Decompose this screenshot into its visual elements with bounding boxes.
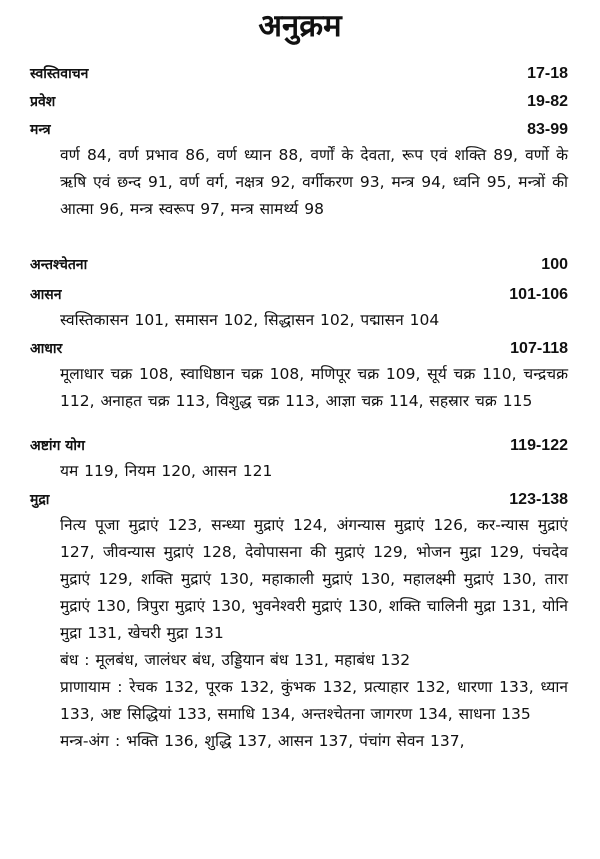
entry-body: यम 119, नियम 120, आसन 121	[60, 462, 273, 480]
entry-pages: 19-82	[527, 93, 568, 110]
toc-entry-mudra	[30, 488, 568, 755]
entry-pages: 107-118	[510, 340, 568, 357]
toc-entry-adhar	[30, 337, 568, 415]
entry-pages: 83-99	[527, 121, 568, 138]
entry-body: नित्य पूजा मुद्राएं 123, सन्ध्या मुद्राएं 124, अंगन्यास मुद्राएं 126, कर-न्यास मुद्राएं 127, जीवन्यास मुद्राएं 128, देवोपासना की मुद्राएं 129, भोजन मुद्रा 129, पंचदेव मुद्राएं 129, शक्ति मुद्राएं 130, महाकाली मुद्राएं 130, महालक्ष्मी मुद्राएं 130, तारा मुद्राएं 130, त्रिपुरा मुद्राएं 130, भुवनेश्वरी मुद्राएं 130, शक्ति चालिनी मुद्रा 131, योनि मुद्रा 131, खेचरी मुद्रा 131	[60, 516, 568, 642]
entry-label: मुद्रा	[30, 492, 50, 508]
toc-entry-ashtang-yog	[30, 434, 568, 485]
entry-body: वर्ण 84, वर्ण प्रभाव 86, वर्ण ध्यान 88, वर्णों के देवता, रूप एवं शक्ति 89, वर्णो के ऋषि एवं छन्द 91, वर्ण वर्ग, नक्षत्र 92, वर्गीकरण 93, मन्त्र 94, ध्वनि 95, मन्त्रों की आत्मा 96, मन्त्र स्वरूप 97, मन्त्र सामर्थ्य 98	[60, 146, 568, 218]
toc-entry-mantra	[30, 118, 568, 223]
toc-entry-svastivachan	[30, 62, 568, 86]
entry-pages: 119-122	[510, 437, 568, 454]
entry-label: प्रवेश	[30, 94, 56, 110]
entry-label: स्वस्तिवाचन	[30, 66, 89, 82]
bandh-line: बंध : मूलबंध, जालंधर बंध, उड्डियान बंध 131, महाबंध 132	[60, 651, 411, 669]
entry-pages: 17-18	[527, 65, 568, 82]
pranayam-line: प्राणायाम : रेचक 132, पूरक 132, कुंभक 132, प्रत्याहार 132, धारणा 133, ध्यान 133, अष्ट सिद्धियां 133, समाधि 134, अन्तश्चेतना जागरण 134, साधना 135	[60, 678, 568, 723]
entry-pages: 100	[541, 256, 568, 273]
entry-body: स्वस्तिकासन 101, समासन 102, सिद्धासन 102, पद्मासन 104	[60, 311, 440, 329]
toc-entry-antashchetna	[30, 253, 568, 277]
entry-body: मूलाधार चक्र 108, स्वाधिष्ठान चक्र 108, मणिपूर चक्र 109, सूर्य चक्र 110, चन्द्रचक्र 112, अनाहत चक्र 113, विशुद्ध चक्र 113, आज्ञा चक्र 114, सहस्रार चक्र 115	[60, 365, 568, 410]
toc-entry-asan	[30, 283, 568, 334]
page-title: अनुक्रम	[258, 8, 342, 44]
entry-label: अष्टांग योग	[30, 438, 85, 454]
entry-label: अन्तश्चेतना	[30, 257, 88, 273]
entry-label: मन्त्र	[30, 122, 51, 138]
entry-label: आसन	[30, 287, 62, 303]
entry-pages: 123-138	[509, 491, 568, 508]
toc-entry-pravesh	[30, 90, 568, 114]
entry-label: आधार	[30, 341, 63, 357]
entry-pages: 101-106	[509, 286, 568, 303]
mantra-ang-line: मन्त्र-अंग : भक्ति 136, शुद्धि 137, आसन 137, पंचांग सेवन 137,	[60, 732, 465, 750]
